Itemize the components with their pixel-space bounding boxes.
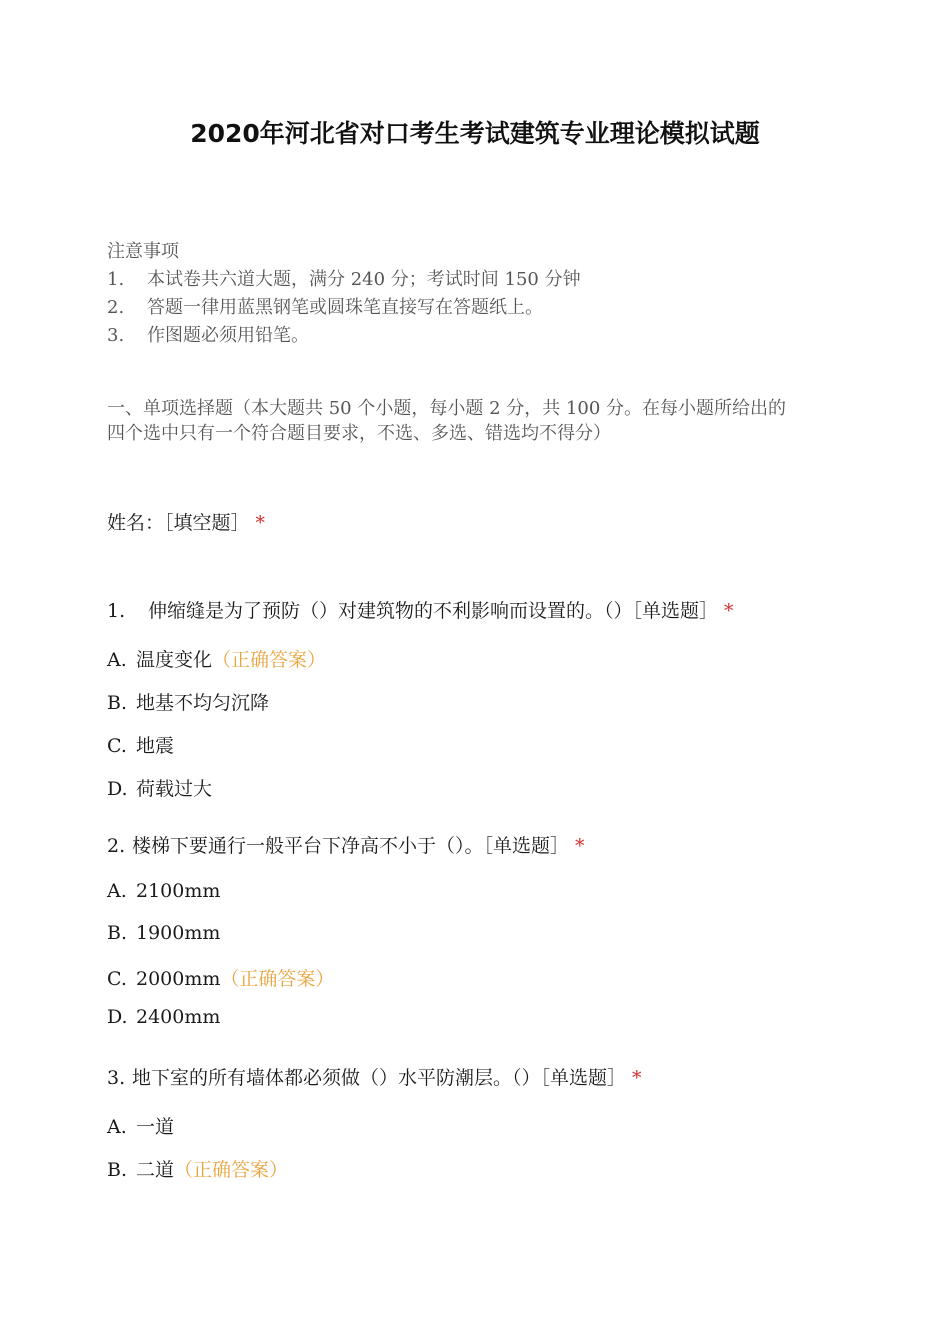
option-q3-b[interactable] <box>107 1155 288 1182</box>
option-letter: C. <box>107 735 127 757</box>
option-letter: D. <box>107 1006 128 1028</box>
option-q1-d[interactable] <box>107 774 212 801</box>
option-letter: B. <box>107 922 128 944</box>
question-number: 1. <box>107 600 126 622</box>
correct-answer-tag: （正确答案） <box>174 1159 289 1181</box>
name-field-label: 姓名：［填空题］ <box>107 512 250 534</box>
notes-item <box>107 322 827 350</box>
notes-item-number: 2. <box>107 297 125 318</box>
option-q2-c[interactable] <box>107 964 334 991</box>
notes-item-text: 作图题必须用铅笔。 <box>147 325 309 346</box>
notes-item-number: 1. <box>107 269 125 290</box>
correct-answer-tag: （正确答案） <box>220 968 335 990</box>
notes-item <box>107 266 827 294</box>
option-text: 地基不均匀沉降 <box>136 692 270 714</box>
option-text: 2100mm <box>136 880 221 902</box>
notes-item <box>107 294 827 322</box>
option-q2-b[interactable] <box>107 922 220 944</box>
question-text: 楼梯下要通行一般平台下净高不小于（）。［单选题］ <box>132 835 570 857</box>
option-text: 2000mm <box>136 968 221 990</box>
option-letter: D. <box>107 778 128 800</box>
option-text: 1900mm <box>136 922 221 944</box>
page-title: 2020年河北省对口考生考试建筑专业理论模拟试题 <box>190 119 760 148</box>
question-1 <box>107 596 734 623</box>
name-field[interactable] <box>107 508 265 535</box>
option-text: 二道 <box>136 1159 175 1181</box>
question-2 <box>107 831 585 858</box>
notes-item-text: 答题一律用蓝黑钢笔或圆珠笔直接写在答题纸上。 <box>147 297 543 318</box>
question-text: 伸缩缝是为了预防（）对建筑物的不利影响而设置的。（）［单选题］ <box>148 600 719 622</box>
option-text: 荷载过大 <box>136 778 213 800</box>
notes-heading: 注意事项 <box>107 241 179 262</box>
section-instructions <box>107 396 827 446</box>
option-text: 2400mm <box>136 1006 221 1028</box>
required-marker: * <box>632 1067 642 1089</box>
option-letter: A. <box>107 1116 127 1138</box>
option-q1-b[interactable] <box>107 688 269 715</box>
correct-answer-tag: （正确答案） <box>212 649 327 671</box>
required-marker: * <box>724 600 734 622</box>
option-text: 温度变化 <box>136 649 213 671</box>
notes-item-number: 3. <box>107 325 125 346</box>
option-q3-a[interactable] <box>107 1112 174 1139</box>
required-marker: * <box>575 835 585 857</box>
option-q1-c[interactable] <box>107 731 174 758</box>
option-q2-a[interactable] <box>107 880 220 902</box>
option-text: 一道 <box>136 1116 175 1138</box>
option-text: 地震 <box>136 735 175 757</box>
option-letter: C. <box>107 968 127 990</box>
question-number: 3. <box>107 1067 126 1089</box>
section-instructions-line: 一、单项选择题（本大题共 50 个小题，每小题 2 分，共 100 分。在每小题所给出的 <box>107 398 787 419</box>
notes-item-text: 本试卷共六道大题，满分 240 分；考试时间 150 分钟 <box>147 269 581 290</box>
notes-block <box>107 238 827 350</box>
required-marker: * <box>255 512 266 534</box>
option-letter: B. <box>107 1159 128 1181</box>
question-text: 地下室的所有墙体都必须做（）水平防潮层。（）［单选题］ <box>132 1067 627 1089</box>
option-q1-a[interactable] <box>107 645 326 672</box>
option-q2-d[interactable] <box>107 1006 220 1028</box>
option-letter: B. <box>107 692 128 714</box>
option-letter: A. <box>107 649 127 671</box>
question-3 <box>107 1063 642 1090</box>
option-letter: A. <box>107 880 127 902</box>
question-number: 2. <box>107 835 126 857</box>
section-instructions-line: 四个选中只有一个符合题目要求，不选、多选、错选均不得分） <box>107 423 611 444</box>
